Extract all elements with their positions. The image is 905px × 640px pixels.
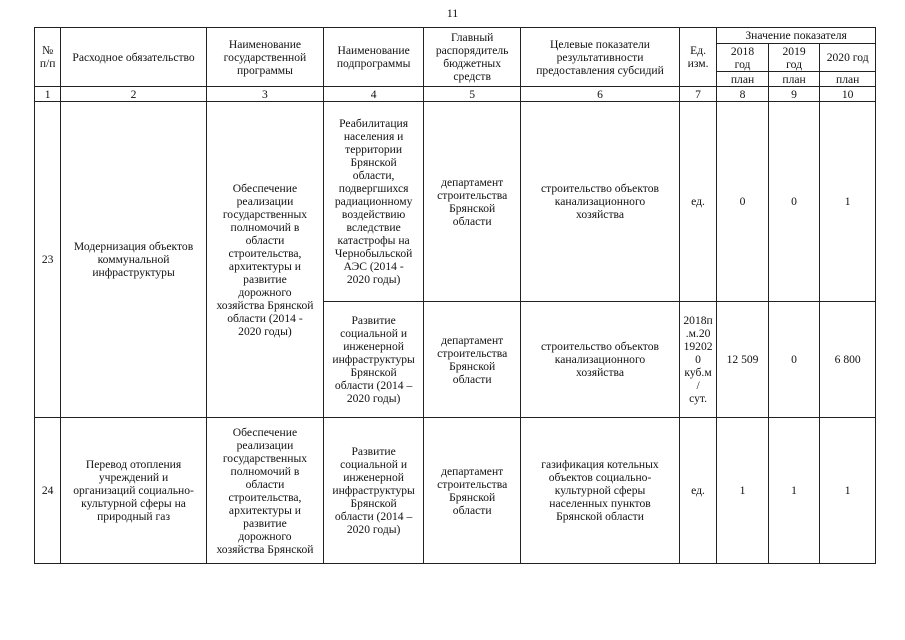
header-program: Наименование государственной программы — [206, 28, 323, 87]
row-value-2018: 0 — [717, 102, 769, 302]
header-unit: Ед. изм. — [679, 28, 716, 87]
column-number: 10 — [820, 87, 876, 102]
row-target: строительство объектов канализационного хозяйства — [521, 302, 680, 418]
header-year-2018: 2018 год — [717, 44, 769, 72]
row-target: строительство объектов канализационного хозяйства — [521, 102, 680, 302]
column-number: 2 — [61, 87, 207, 102]
row-unit: ед. — [679, 418, 716, 564]
row-obligation: Модернизация объектов коммунальной инфраструктуры — [61, 102, 207, 418]
row-value-2019: 0 — [768, 102, 820, 302]
column-number: 9 — [768, 87, 820, 102]
row-unit: 2018п .м.20 19202 0 куб.м / сут. — [679, 302, 716, 418]
table-row — [35, 102, 876, 302]
budget-table — [34, 27, 876, 564]
row-value-2018: 12 509 — [717, 302, 769, 418]
row-subprogram: Развитие социальной и инженерной инфраструктуры Брянской области (2014 – 2020 годы) — [324, 302, 424, 418]
page-number: 11 — [446, 6, 459, 20]
header-plan-2019: план — [768, 72, 820, 87]
row-manager: департамент строительства Брянской области — [424, 418, 521, 564]
header-value-group: Значение показателя — [717, 28, 876, 44]
table-row — [35, 418, 876, 564]
header-subprogram: Наименование подпрограммы — [324, 28, 424, 87]
header-obligation: Расходное обязательство — [61, 28, 207, 87]
column-number: 1 — [35, 87, 61, 102]
row-program: Обеспечение реализации государственных полномочий в области строительства, архитектуры и развитие дорожного хозяйства Брянской области (2014 - 2020 годы) — [206, 102, 323, 418]
row-value-2019: 1 — [768, 418, 820, 564]
row-value-2019: 0 — [768, 302, 820, 418]
row-value-2020: 1 — [820, 418, 876, 564]
row-obligation: Перевод отопления учреждений и организаций социально- культурной сферы на природный газ — [61, 418, 207, 564]
column-number: 8 — [717, 87, 769, 102]
row-manager: департамент строительства Брянской области — [424, 302, 521, 418]
row-subprogram: Реабилитация населения и территории Брянской области, подвергшихся радиационному воздействию вследствие катастрофы на Чернобыльской АЭС (2014 - 2020 годы) — [324, 102, 424, 302]
header-targets: Целевые показатели результативности предоставления субсидий — [521, 28, 680, 87]
header-plan-2020: план — [820, 72, 876, 87]
row-value-2020: 1 — [820, 102, 876, 302]
column-number: 7 — [679, 87, 716, 102]
header-no: № п/п — [35, 28, 61, 87]
header-year-2019: 2019 год — [768, 44, 820, 72]
row-subprogram: Развитие социальной и инженерной инфраструктуры Брянской области (2014 – 2020 годы) — [324, 418, 424, 564]
header-manager: Главный распорядитель бюджетных средств — [424, 28, 521, 87]
column-number: 6 — [521, 87, 680, 102]
header-plan-2018: план — [717, 72, 769, 87]
row-number: 24 — [35, 418, 61, 564]
row-target: газификация котельных объектов социально- культурной сферы населенных пунктов Брянской области — [521, 418, 680, 564]
row-program: Обеспечение реализации государственных полномочий в области строительства, архитектуры и развитие дорожного хозяйства Брянской — [206, 418, 323, 564]
column-number: 3 — [206, 87, 323, 102]
row-value-2018: 1 — [717, 418, 769, 564]
row-value-2020: 6 800 — [820, 302, 876, 418]
row-number: 23 — [35, 102, 61, 418]
column-number-row — [35, 87, 876, 102]
row-manager: департамент строительства Брянской области — [424, 102, 521, 302]
row-unit: ед. — [679, 102, 716, 302]
header-year-2020: 2020 год — [820, 44, 876, 72]
column-number: 5 — [424, 87, 521, 102]
column-number: 4 — [324, 87, 424, 102]
